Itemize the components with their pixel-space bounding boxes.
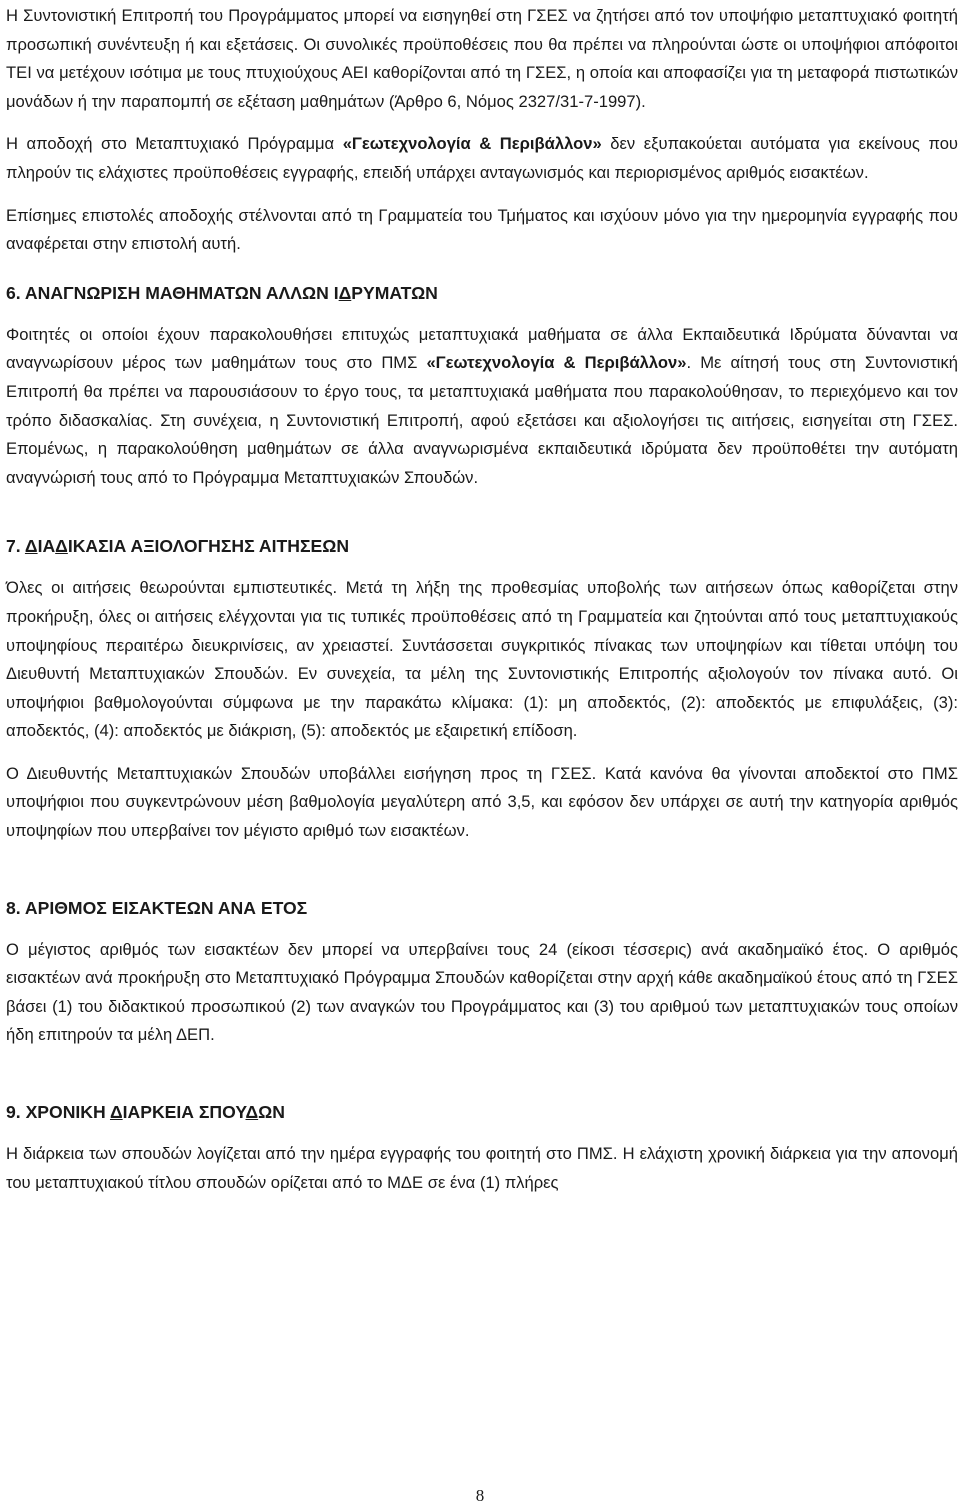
section-8-heading: 8. ΑΡΙΘΜΟΣ ΕΙΣΑΚΤΕΩΝ ΑΝΑ ΕΤΟΣ (6, 897, 308, 918)
heading-text: ΙΑΡΚΕΙΑ ΣΠΟΥ (122, 1102, 246, 1123)
heading-text: ΡΥΜΑΤΩΝ (351, 282, 438, 303)
paragraph-director-recommendation: Ο Διευθυντής Μεταπτυχιακών Σπουδών υποβάλλει εισήγηση προς τη ΓΣΕΣ. Κατά κανόνα θα γίνονται αποδεκτοί στο ΠΜΣ υποψήφιοι που συγκεντρώνουν μέση βαθμολογία μεγαλύτερη από 3,5, και εφόσον δεν υπάρχει σε αυτή την κατηγορία αριθμός υποψηφίων που υπερβαίνει τον μέγιστο αριθμό των εισακτέων. (6, 763, 958, 841)
section-6-heading (6, 279, 958, 307)
page-number: 8 (475, 1486, 485, 1505)
heading-number: 7. (6, 536, 25, 557)
program-name-bold: «Γεωτεχνολογία & Περιβάλλον» (342, 134, 602, 154)
text-span: Φοιτητές οι οποίοι έχουν παρακολουθήσει επιτυχώς μεταπτυχιακά μαθήματα σε άλλα Εκπαιδευτικά Ιδρύματα δύνανται να αναγνωρίσουν μέρος των μαθημάτων τους στο ΠΜΣ (6, 324, 958, 373)
section-9-heading (6, 1098, 958, 1126)
heading-underlined-letter: Δ (109, 1102, 123, 1123)
document-page (6, 2, 958, 1197)
paragraph-study-duration: Η διάρκεια των σπουδών λογίζεται από την ημέρα εγγραφής του φοιτητή στο ΠΜΣ. Η ελάχιστη χρονική διάρκεια για την απονομή του μεταπτυχιακού τίτλου σπουδών ορίζεται από το ΜΔΕ σε ένα (1) πλήρες (6, 1144, 958, 1192)
paragraph-interview-requirements: Η Συντονιστική Επιτροπή του Προγράμματος μπορεί να εισηγηθεί στη ΓΣΕΣ να ζητήσει από τον υποψήφιο μεταπτυχιακό φοιτητή προσωπική συνέντευξη ή και εξετάσεις. Οι συνολικές προϋποθέσεις που θα πρέπει να πληρούνται ώστε οι υποψήφιοι απόφοιτοι ΤΕΙ να μετέχουν ισότιμα με τους πτυχιούχους ΑΕΙ καθορίζονται από τη ΓΣΕΣ, η οποία και αποφασίζει για τη μεταφορά πιστωτικών μονάδων ή την παραπομπή σε εξέταση μαθημάτων (Άρθρο 6, Νόμος 2327/31-7-1997). (6, 6, 958, 111)
paragraph-course-recognition (6, 321, 958, 493)
heading-text: ΙΚΑΣΙΑ ΑΞΙΟΛΟΓΗΣΗΣ ΑΙΤΗΣΕΩΝ (67, 536, 350, 557)
heading-underlined-letter: Δ (338, 282, 352, 303)
section-7-heading (6, 532, 958, 560)
paragraph-admission-numbers: Ο μέγιστος αριθμός των εισακτέων δεν μπορεί να υπερβαίνει τους 24 (είκοσι τέσσερις) ανά ακαδημαϊκό έτος. Ο αριθμός εισακτέων ανά προκήρυξη στο Μεταπτυχιακό Πρόγραμμα Σπουδών καθορίζεται στην αρχή κάθε ακαδημαϊκού έτους από τη ΓΣΕΣ βάσει (1) του διδακτικού προσωπικού (2) των αναγκών του Προγράμματος και (3) του αριθμού των μεταπτυχιακών τους οποίων ήδη επιτηρούν τα μέλη ΔΕΠ. (6, 939, 958, 1045)
heading-text: ΩΝ (258, 1102, 285, 1123)
text-span: Η αποδοχή στο Μεταπτυχιακό Πρόγραμμα (6, 134, 343, 154)
text-span: δεν εξυπακούεται αυτόματα για εκείνους που πληρούν τις ελάχιστες προϋποθέσεις εγγραφής, επειδή υπάρχει ανταγωνισμός και περιορισμένος αριθμός εισακτέων. (6, 134, 958, 182)
program-name-bold: «Γεωτεχνολογία & Περιβάλλον» (426, 353, 687, 373)
paragraph-evaluation-process: Όλες οι αιτήσεις θεωρούνται εμπιστευτικές. Μετά τη λήξη της προθεσμίας υποβολής των αιτήσεων όπως καθορίζεται στην προκήρυξη, όλες οι αιτήσεις ελέγχονται για τις τυπικές προϋποθέσεις από τη Γραμματεία και ζητούνται από τους μεταπτυχιακούς υποψηφίους περαιτέρω διευκρινίσεις, αν χρειαστεί. Συντάσσεται συγκριτικός πίνακας των υποψηφίων και τίθεται υπόψη του Διευθυντή Μεταπτυχιακών Σπουδών. Εν συνεχεία, τα μέλη της Συντονιστικής Επιτροπής αξιολογούν τον πίνακα αυτό. Οι υποψήφιοι βαθμολογούνται σύμφωνα με την παρακάτω κλίμακα: (1): μη αποδεκτός, (2): αποδεκτός με επιφυλάξεις, (3): αποδεκτός, (4): αποδεκτός με διάκριση, (5): αποδεκτός με εξαιρετική επίδοση. (6, 578, 958, 741)
heading-text: ΧΡΟΝΙΚΗ (25, 1102, 110, 1123)
heading-underlined-letter: Δ (24, 536, 38, 557)
heading-number: 6. (6, 282, 25, 303)
text-span: . Με αίτησή τους στη Συντονιστική Επιτροπή θα πρέπει να παρουσιάσουν το έργο τους, τα μεταπτυχιακά μαθήματα που παρακολούθησαν, το περιεχόμενο και τον τρόπο διδασκαλίας. Στη συνέχεια, η Συντονιστική Επιτροπή, αφού εξετάσει και αξιολογήσει τις αιτήσεις, εισηγείται στη ΓΣΕΣ. Επομένως, η παρακολούθηση μαθημάτων σε άλλα αναγνωρισμένα εκπαιδευτικά ιδρύματα δεν προϋποθέτει την αυτόματη αναγνώρισή τους από το Πρόγραμμα Μεταπτυχιακών Σπουδών. (6, 353, 959, 487)
paragraph-admission-not-automatic (6, 130, 958, 187)
heading-text: ΙΑ (37, 536, 56, 557)
heading-underlined-letter: Δ (245, 1102, 259, 1123)
heading-number: 9. (6, 1102, 26, 1123)
heading-text: ΑΝΑΓΝΩΡΙΣΗ ΜΑΘΗΜΑΤΩΝ ΑΛΛΩΝ Ι (24, 282, 339, 303)
heading-underlined-letter: Δ (55, 536, 68, 557)
paragraph-acceptance-letters: Επίσημες επιστολές αποδοχής στέλνονται από τη Γραμματεία του Τμήματος και ισχύουν μόνο για την ημερομηνία εγγραφής που αναφέρεται στην επιστολή αυτή. (6, 205, 958, 254)
